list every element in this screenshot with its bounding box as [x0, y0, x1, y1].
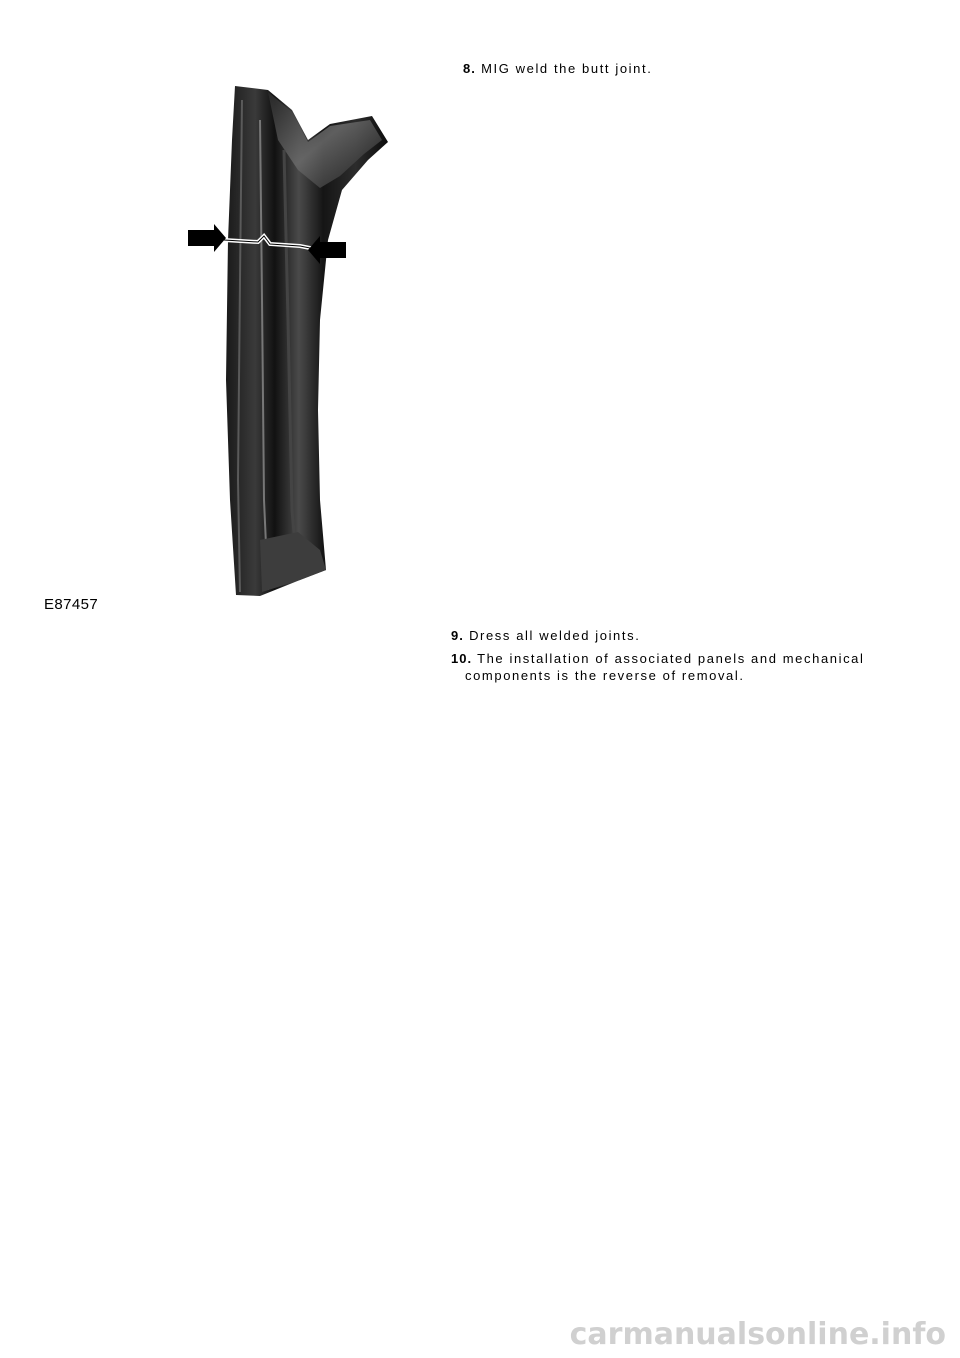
figure-label: E87457 [44, 596, 99, 613]
step-text-continued: components is the reverse of removal. [465, 668, 745, 683]
step-9 [451, 627, 640, 644]
step-number: 10. [451, 651, 473, 666]
step-10 [451, 650, 871, 684]
step-text: MIG weld the butt joint. [481, 61, 653, 76]
weld-arrow-left-icon [188, 224, 226, 252]
step-number: 8. [463, 61, 476, 76]
step-text: Dress all welded joints. [469, 628, 641, 643]
pillar-panel-illustration [180, 80, 400, 610]
step-number: 9. [451, 628, 464, 643]
step-text: The installation of associated panels and mechanical [477, 651, 865, 666]
watermark: carmanualsonline.info [569, 1317, 946, 1352]
step-8 [463, 60, 652, 77]
